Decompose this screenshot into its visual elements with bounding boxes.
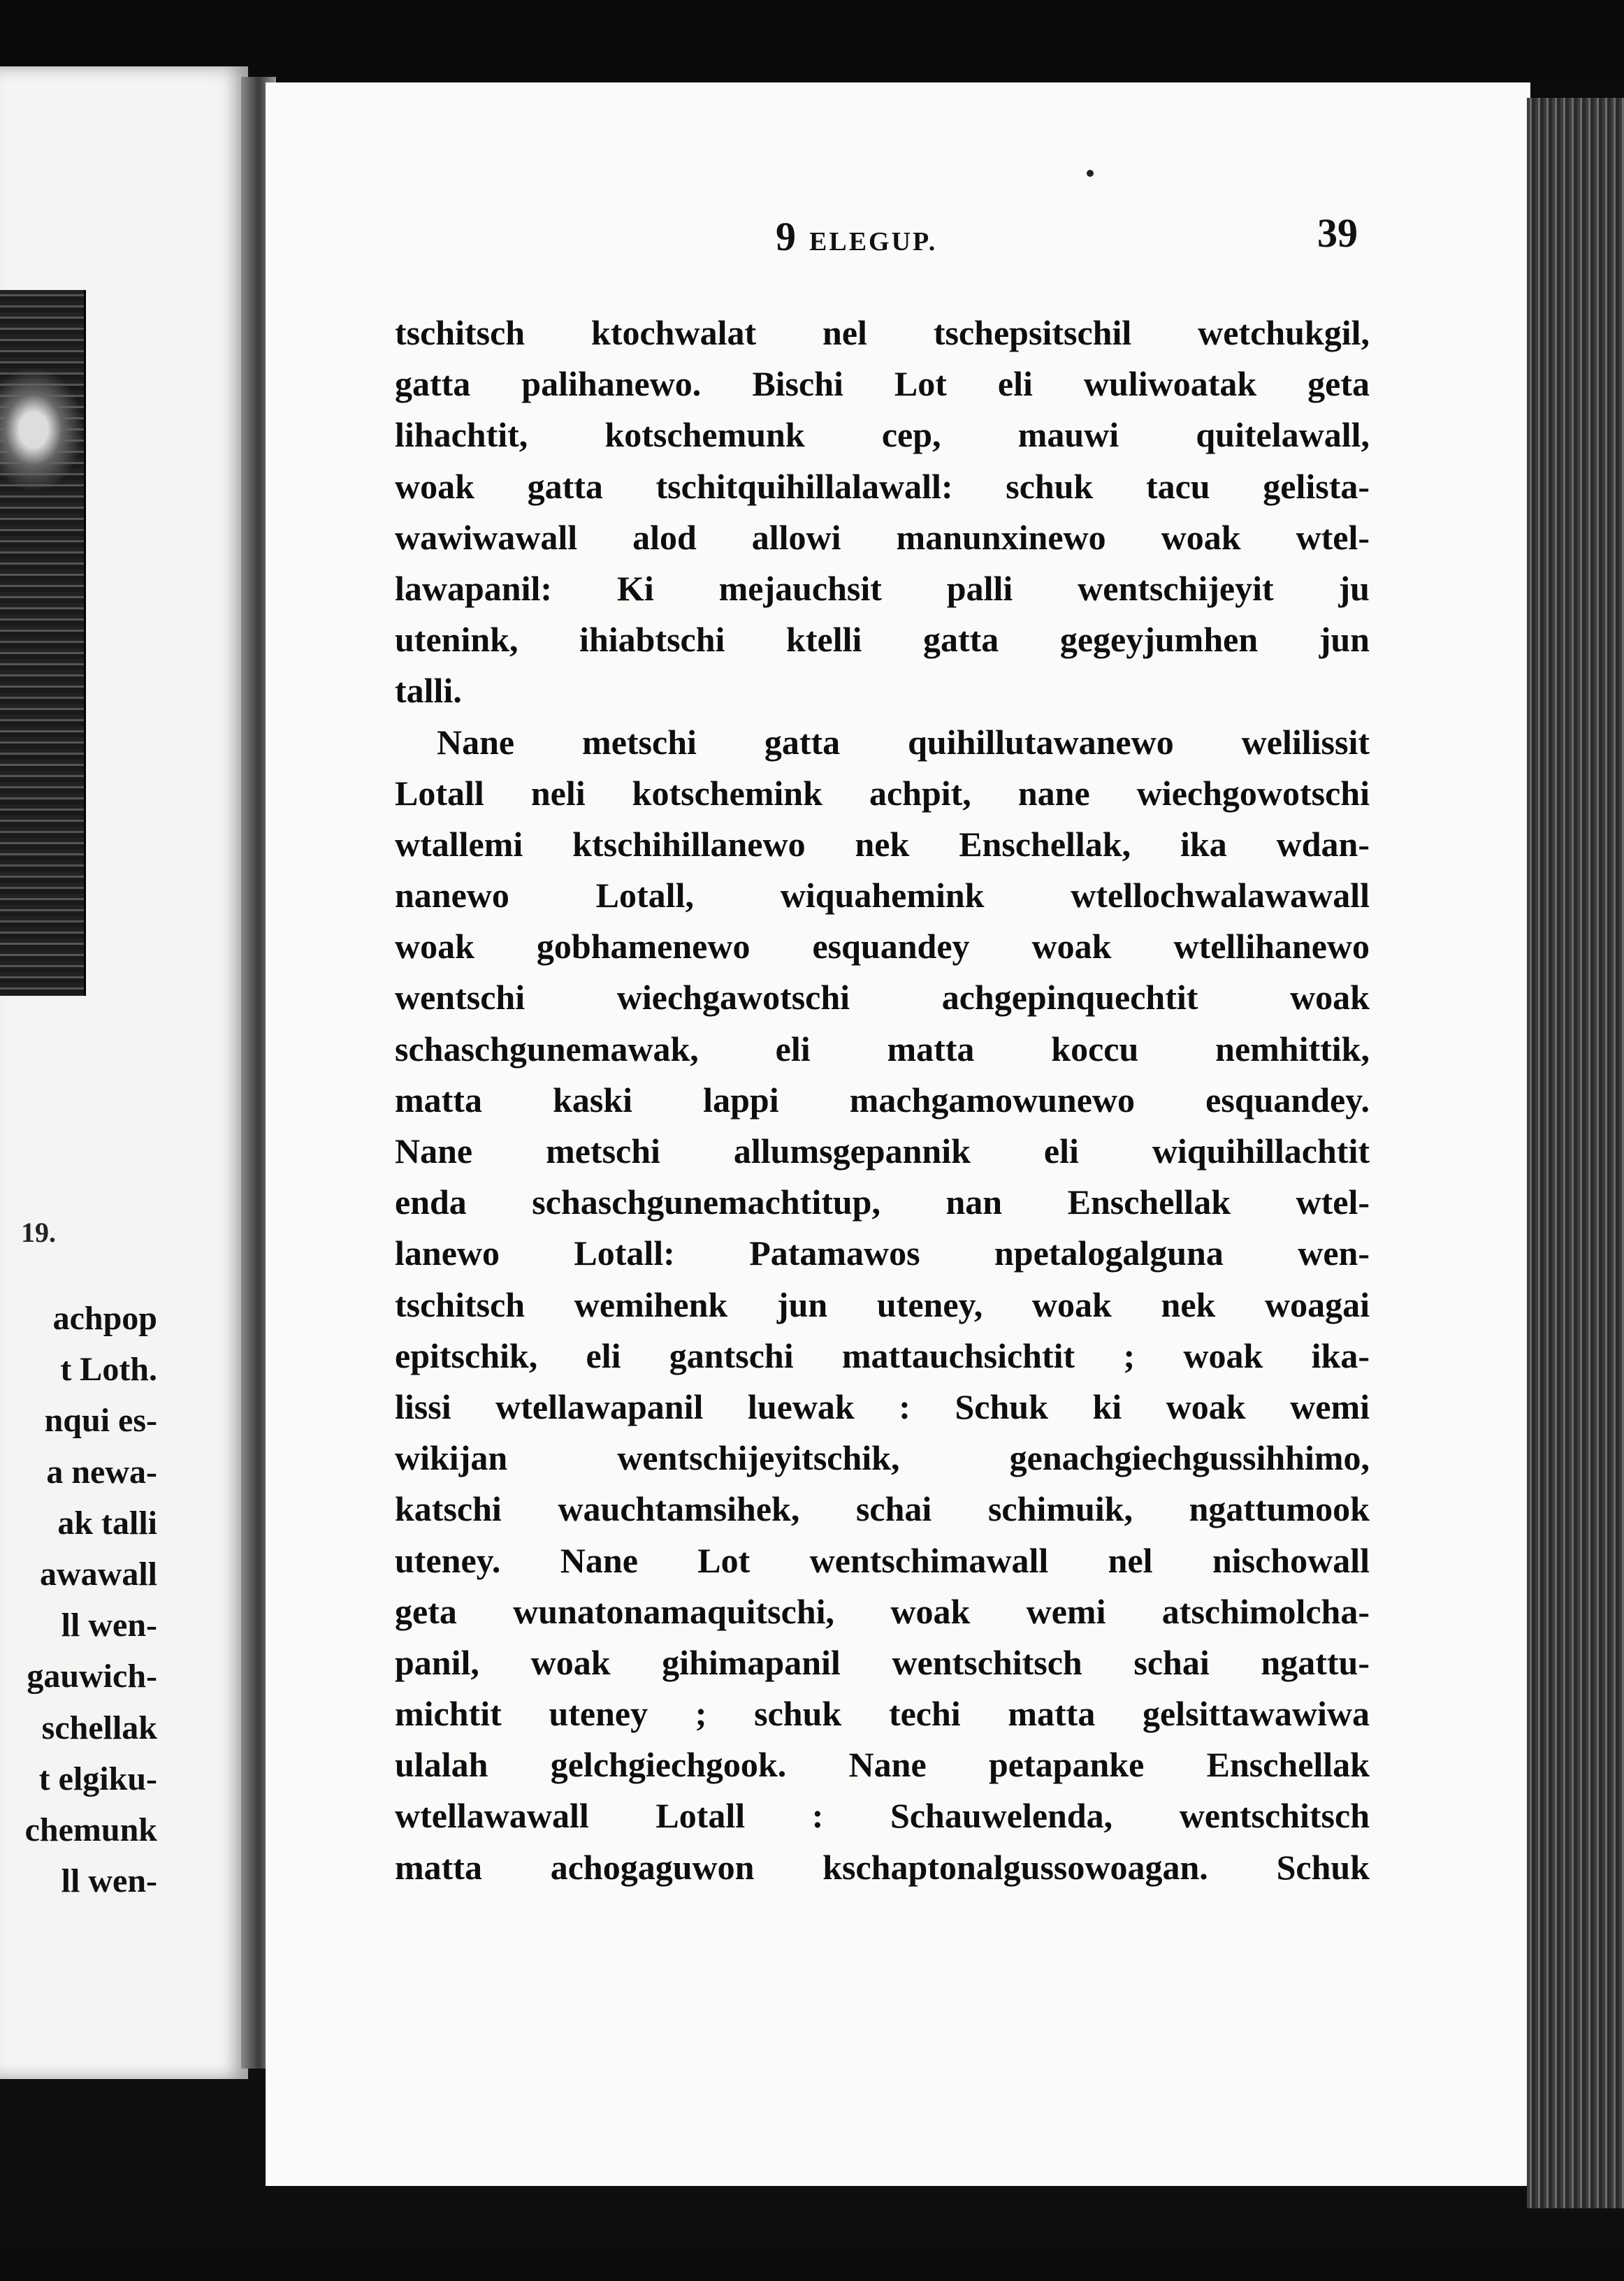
text-line: wikijan wentschijeyitschik, genachgiechgussihhimo,: [395, 1438, 1370, 1478]
text-line: Nane metschi allumsgepannik eli wiquihillachtit: [395, 1131, 1370, 1171]
text-line: lihachtit, kotschemunk cep, mauwi quitelawall,: [395, 415, 1370, 455]
text-line: utenink, ihiabtschi ktelli gatta gegeyjumhen jun: [395, 620, 1370, 660]
text-line: Lotall neli kotschemink achpit, nane wiechgowotschi: [395, 773, 1370, 813]
text-line: epitschik, eli gantschi mattauchsichtit ; woak ika-: [395, 1335, 1370, 1375]
text-line: wentschi wiechgawotschi achgepinquechtit woak: [395, 978, 1370, 1018]
page-number: 39: [1317, 210, 1358, 256]
text-line: nanewo Lotall, wiquahemink wtellochwalawawall: [395, 876, 1370, 915]
text-line: michtit uteney ; schuk techi matta gelsittawawiwa: [395, 1694, 1370, 1734]
text-line: katschi wauchtamsihek, schai schimuik, ngattumook: [395, 1489, 1370, 1529]
text-line: schaschgunemawak, eli matta koccu nemhittik,: [395, 1029, 1370, 1069]
text-line: lissi wtellawapanil luewak : Schuk ki woak wemi: [395, 1386, 1370, 1426]
left-page-text: [0, 1293, 157, 1906]
chapter-word: ELEGUP.: [809, 227, 938, 256]
left-section-number: 19.: [21, 1217, 56, 1248]
text-line: ll wen-: [61, 1607, 157, 1644]
text-line: lanewo Lotall: Patamawos npetalogalguna wen-: [395, 1233, 1370, 1273]
page-edges: [1527, 98, 1624, 2208]
text-line: nqui es-: [44, 1402, 157, 1440]
body-text: [395, 307, 1370, 1893]
text-line: chemunk: [24, 1811, 157, 1849]
text-line: tschitsch wemihenk jun uteney, woak nek woagai: [395, 1284, 1370, 1324]
text-line: gauwich-: [27, 1658, 157, 1695]
text-line: panil, woak gihimapanil wentschitsch schai ngattu-: [395, 1642, 1370, 1682]
chapter-number: 9: [776, 214, 797, 259]
text-line: enda schaschgunemachtitup, nan Enschellak wtel-: [395, 1182, 1370, 1222]
text-line: a newa-: [46, 1453, 157, 1491]
running-head: [776, 213, 937, 260]
text-line: Nane metschi gatta quihillutawanewo welilissit: [437, 722, 1370, 762]
ink-speck: [1087, 170, 1094, 177]
text-line: ll wen-: [61, 1862, 157, 1900]
text-line: tschitsch ktochwalat nel tschepsitschil wetchukgil,: [395, 313, 1370, 352]
text-line: talli.: [395, 671, 462, 711]
text-line: t Loth.: [60, 1351, 157, 1389]
text-line: ulalah gelchgiechgook. Nane petapanke Enschellak: [395, 1745, 1370, 1785]
engraving-illustration: [0, 290, 86, 996]
text-line: matta achogaguwon kschaptonalgussowoagan. Schuk: [395, 1847, 1370, 1887]
text-line: wawiwawall alod allowi manunxinewo woak wtel-: [395, 517, 1370, 557]
text-line: lawapanil: Ki mejauchsit palli wentschijeyit ju: [395, 568, 1370, 608]
left-page: [0, 66, 248, 2079]
text-line: t elgiku-: [38, 1760, 157, 1797]
text-line: woak gatta tschitquihillalawall: schuk tacu gelista-: [395, 466, 1370, 506]
text-line: gatta palihanewo. Bischi Lot eli wuliwoatak geta: [395, 364, 1370, 404]
bleed-through-text: [98, 346, 245, 395]
text-line: awawall: [40, 1556, 157, 1593]
text-line: schellak: [41, 1709, 157, 1746]
text-line: uteney. Nane Lot wentschimawall nel nischowall: [395, 1540, 1370, 1580]
text-line: woak gobhamenewo esquandey woak wtellihanewo: [395, 927, 1370, 966]
text-line: matta kaski lappi machgamowunewo esquandey.: [395, 1080, 1370, 1120]
text-line: wtellawawall Lotall : Schauwelenda, wentschitsch: [395, 1796, 1370, 1836]
text-line: wtallemi ktschihillanewo nek Enschellak, ika wdan-: [395, 824, 1370, 864]
text-line: geta wunatonamaquitschi, woak wemi atschimolcha-: [395, 1591, 1370, 1631]
text-line: ak talli: [57, 1504, 157, 1542]
text-line: achpop: [52, 1300, 157, 1337]
